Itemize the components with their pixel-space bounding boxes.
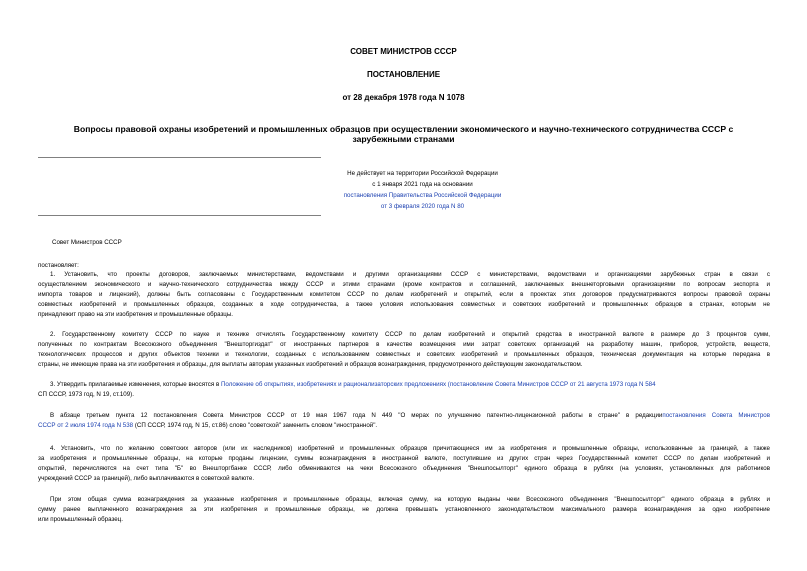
paragraph-1 [38, 270, 770, 320]
document-type-heading: ПОСТАНОВЛЕНИЕ [366, 70, 441, 79]
paragraph-line: учреждений СССР за границей), либо выплачиваются в советской валюте. [38, 475, 255, 483]
amending-decree-link[interactable]: СССР от 2 июля 1974 года N 538 [38, 422, 134, 430]
intro-text: Совет Министров СССР [52, 239, 122, 246]
status-notice-line: с 1 января 2021 года на основании [372, 181, 473, 188]
paragraph-line: принадлежит право на эти изобретения и промышленные образцы. [38, 311, 234, 319]
document-date-number: от 28 декабря 1978 года N 1078 [342, 93, 465, 102]
paragraph-line [38, 411, 770, 421]
paragraph-line: открытий, перечисляются на счет типа "Б" во Внешторгбанке СССР, либо обмениваются на чеки Всесоюзного объединения "Внешпосылторг" единого образца в рублях (на условиях, установленных для работников [38, 465, 770, 473]
paragraph-line: совместных изобретений и промышленных образцов, созданных в ходе сотрудничества, а также условия использования совместных и советских изобретений и промышленных образцов в странах, которым не [38, 301, 770, 309]
paragraph-line: 4. Установить, что по желанию советских авторов (или их наследников) изобретений и промышленных образцов причитающиеся им за изобретения и промышленные образцы, использованные за границей, а также [50, 445, 770, 452]
decrees-text: постановляет: [38, 262, 79, 269]
paragraph-2 [38, 330, 770, 370]
paragraph-line: импорта товаров и лицензий), должны быть согласованы с Государственным комитетом СССР по делам изобретений и открытий, если в проектах этих договоров предусматриваются вопросы правовой охраны [38, 291, 770, 299]
status-notice-line: Не действует на территории Российской Федерации [347, 170, 498, 177]
paragraph-4 [38, 411, 770, 431]
paragraph-line: технологических процессов и других объектов техники и технологии, созданных с использованием совместных и советских изобретений и промышленных образцов, техническая документация на которые передана в [38, 351, 770, 359]
paragraph-line: СП СССР, 1973 год, N 19, ст.109). [38, 391, 134, 399]
paragraph-text: (СП СССР, 1974 год, N 15, ст.86) слово "советской" заменить словом "иностранной". [133, 422, 378, 430]
document-title-line: Вопросы правовой охраны изобретений и промышленных образцов при осуществлении экономического и научно-технического сотрудничества СССР с [73, 124, 734, 134]
paragraph-line: 1. Установить, что проекты договоров, заключаемых министерствами, ведомствами и другими организациями СССР с министерствами, ведомствами и организациями зарубежных стран в связи с [50, 271, 770, 278]
status-notice [230, 168, 615, 212]
paragraph-line: При этом общая сумма вознаграждения за указанные изобретения и промышленные образцы, включая сумму, на которую выданы чеки Всесоюзного объединения "Внешпосылторг" единого образца в рублях и [50, 496, 770, 503]
paragraph-line: за изобретения и промышленные образцы, на которые проданы лицензии, суммы вознаграждения в иностранной валюте, поступившие из других стран через Государственный комитет СССР по делам изобретений и [38, 455, 770, 463]
document-title [40, 124, 767, 144]
paragraph-3 [38, 380, 770, 400]
paragraph-line [38, 421, 770, 431]
paragraph-text: 3. Утвердить прилагаемые изменения, которые вносятся в [50, 381, 221, 388]
paragraph-line: осуществлением экономического и научно-технического сотрудничества между СССР и этими странами (кроме контрактов и соглашений, заключаемых внешнеторговыми организациями по вопросам экспорта и [38, 281, 770, 289]
regulation-link[interactable]: Положение об открытиях, изобретениях и рационализаторских предложениях (постановление Совета Министров СССР от 21 августа 1973 года N 584 [220, 381, 656, 388]
paragraph-5 [38, 444, 770, 484]
document-title-line: зарубежными странами [352, 134, 455, 144]
paragraph-line: страны, не имеющие права на эти изобретения и образцы, для выплаты авторам указанных изобретений и образцов вознаграждения, предусмотренного действующим законодательством. [38, 361, 583, 369]
paragraph-6 [38, 495, 770, 525]
amending-decree-link[interactable]: постановления Совета Министров [662, 412, 770, 419]
divider-top [38, 157, 321, 158]
repeal-decree-link[interactable]: от 3 февраля 2020 года N 80 [380, 203, 465, 210]
paragraph-line: 2. Государственному комитету СССР по науке и технике отчислять Государственному комитету СССР по делам изобретений и открытий средства в иностранной валюте в размере до 3 процентов сумм, [50, 331, 770, 338]
repeal-decree-link[interactable]: постановления Правительства Российской Федерации [343, 192, 502, 199]
paragraph-line: полученных по контрактам Всесоюзного объединения "Внешторгиздат" от иностранных партнеров в качестве возмещения ими затрат советских организаций на разработку машин, приборов, устройств, веществ, [38, 341, 770, 349]
paragraph-line: или промышленный образец. [38, 516, 123, 524]
paragraph-line: сумму ранее выплаченного вознаграждения за эти изобретения и промышленные образцы, не должна превышать установленного законодательством максимального размера вознаграждения за одно изобретение [38, 506, 770, 514]
issuer-heading: СОВЕТ МИНИСТРОВ СССР [350, 47, 457, 56]
paragraph-line [38, 380, 770, 390]
paragraph-text: В абзаце третьем пункта 12 постановления Совета Министров СССР от 19 мая 1967 года N 449 "О мерах по улучшению патентно-лицензионной работы в стране" в редакции [50, 412, 663, 419]
divider-bottom [38, 215, 321, 216]
